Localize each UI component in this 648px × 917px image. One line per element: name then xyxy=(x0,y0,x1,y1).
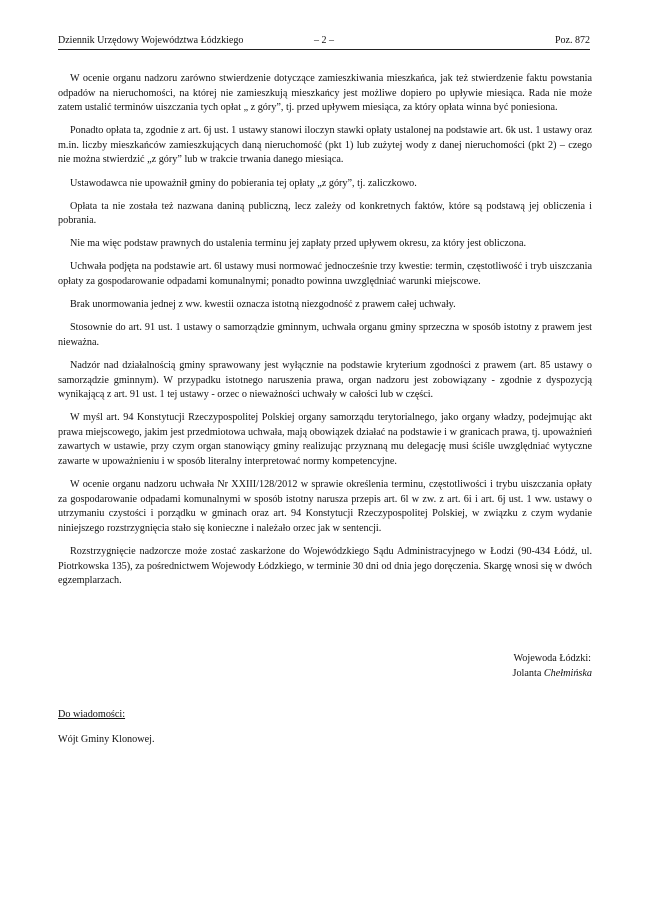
paragraph: W myśl art. 94 Konstytucji Rzeczypospolitej Polskiej organy samorządu terytorialnego, jako organy władzy, podejmując akt prawa miejscowego, jakim jest przedmiotowa uchwała, mają obowiązek działać na podstawie i w granicach prawa, tj. upoważnień zawartych w ustawie, przy czym organ stanowiący gminy realizując przyznaną mu delegację musi ściśle uwzględniać wytyczne zawarte w upoważnieniu i w sposób literalny interpretować normy kompetencyjne. xyxy=(58,412,592,467)
paragraph: Ponadto opłata ta, zgodnie z art. 6j ust. 1 ustawy stanowi iloczyn stawki opłaty ustalonej na podstawie art. 6k ust. 1 ustawy oraz m.in. liczby mieszkańców zamieszkujących daną nieruchomość (pkt 1) lub zużytej wody z danej nieruchomości (pkt 2) – czego nie można stwierdzić „z góry” lub w trakcie trwania danego miesiąca. xyxy=(58,125,592,166)
page-number: – 2 – xyxy=(314,35,334,46)
paragraph: W ocenie organu nadzoru zarówno stwierdzenie dotyczące zamieszkiwania mieszkańca, jak też stwierdzenie faktu powstania odpadów na nieruchomości, na której nie zamieszkują mieszkańcy jest możliwe dopiero po upływie miesiąca. Rada nie może zatem ustalić terminów uiszczania tych opłat „ z góry”, tj. przed upływem miesiąca, za który opłata winna być poniesiona. xyxy=(58,73,592,114)
page-header xyxy=(58,33,590,50)
signatory-title: Wojewoda Łódzki: xyxy=(513,653,592,664)
position-number: Poz. 872 xyxy=(555,35,590,46)
paragraph: Nadzór nad działalnością gminy sprawowany jest wyłącznie na podstawie kryterium zgodności z prawem (art. 85 ustawy o samorządzie gminnym). W przypadku istotnego naruszenia prawa, organ nadzoru jest zobowiązany - zgodnie z dyspozycją wynikającą z art. 91 ust. 1 tej ustawy - orzec o nieważności uchwały w całości lub w części. xyxy=(58,359,592,401)
paragraph: Rozstrzygnięcie nadzorcze może zostać zaskarżone do Wojewódzkiego Sądu Administracyjnego w Łodzi (90-434 Łódź, ul. Piotrkowska 135), za pośrednictwem Wojewody Łódzkiego, w terminie 30 dni od dnia jego doręczenia. Skargę wnosi się w dwóch egzemplarzach. xyxy=(58,545,592,587)
distribution-title: Do wiadomości: xyxy=(58,709,126,720)
signatory-last-name: Chełmińska xyxy=(543,667,592,679)
paragraph: Nie ma więc podstaw prawnych do ustalenia terminu jej zapłaty przed upływem okresu, za który jest obliczona. xyxy=(70,238,527,250)
paragraph: Stosownie do art. 91 ust. 1 ustawy o samorządzie gminnym, uchwała organu gminy sprzeczna w sposób istotny z prawem jest nieważna. xyxy=(58,322,592,348)
paragraph: Ustawodawca nie upoważnił gminy do pobierania tej opłaty „z góry”, tj. zaliczkowo. xyxy=(70,177,417,189)
paragraph: W ocenie organu nadzoru uchwała Nr XXIII/128/2012 w sprawie określenia terminu, częstotliwości i trybu uiszczania opłaty za gospodarowanie odpadami komunalnymi w sposób istotny narusza przepis art. 6l w zw. z art. 6i i art. 6j ust. 1 ww. ustawy o utrzymaniu czystości i porządku w gminach oraz art. 94 Konstytucji Rzeczypospolitej Polskiej, w związku z czym wydanie niniejszego rozstrzygnięcia stało się konieczne i należało orzec jak w sentencji. xyxy=(58,479,592,534)
paragraph: Brak unormowania jednej z ww. kwestii oznacza istotną niezgodność z prawem całej uchwały. xyxy=(70,299,456,311)
paragraph: Uchwała podjęta na podstawie art. 6l ustawy musi normować jednocześnie trzy kwestie: termin, częstotliwość i tryb uiszczania opłaty za gospodarowanie odpadami komunalnymi; ponadto powinna uwzględniać warunki miejscowe. xyxy=(58,261,592,288)
journal-title: Dziennik Urzędowy Województwa Łódzkiego xyxy=(58,35,244,46)
signature-block xyxy=(512,652,592,681)
signatory-name xyxy=(512,667,592,682)
distribution-recipient: Wójt Gminy Klonowej. xyxy=(58,733,155,745)
paragraph: Opłata ta nie została też nazwana daniną publiczną, lecz zależy od konkretnych faktów, które są podstawą jej obliczenia i pobrania. xyxy=(58,200,592,227)
distribution-list xyxy=(58,708,155,747)
signatory-first-name: Jolanta xyxy=(512,667,544,679)
document-body xyxy=(58,72,592,597)
